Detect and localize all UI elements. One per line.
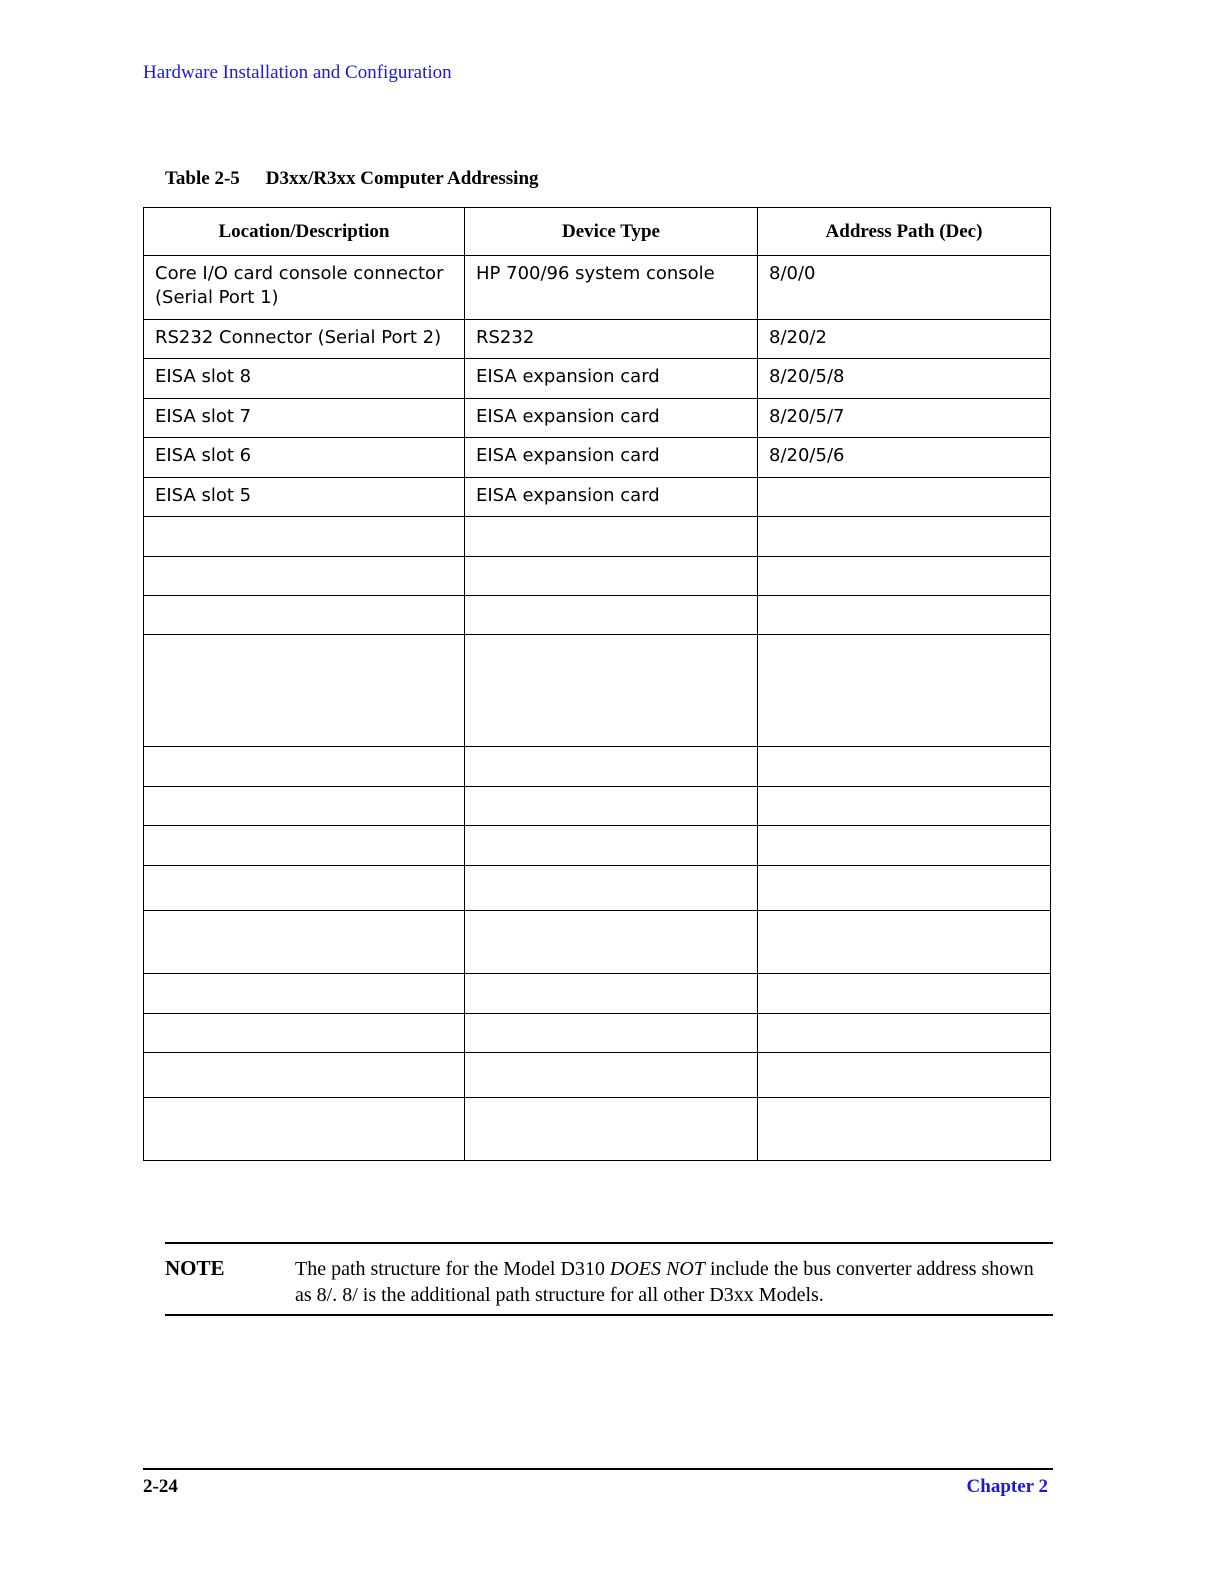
cell-address-path (758, 1098, 1051, 1161)
table-row (144, 866, 1051, 911)
note-label: NOTE (165, 1256, 225, 1280)
note-text-end: include the bus converter address shown as 8/. 8/ is the additional path structure for all other D3xx Models. (295, 1258, 1034, 1306)
cell-device-type (465, 787, 758, 826)
cell-location (144, 747, 465, 787)
table-row (144, 517, 1051, 557)
running-head: Hardware Installation and Configuration (143, 62, 452, 83)
cell-location (144, 866, 465, 911)
cell-address-path (758, 635, 1051, 747)
table-row (144, 256, 1051, 320)
table-row (144, 359, 1051, 399)
cell-address-path (758, 517, 1051, 557)
table-row (144, 635, 1051, 747)
cell-address-path (758, 1014, 1051, 1053)
cell-device-type (465, 596, 758, 635)
cell-address-path (758, 557, 1051, 596)
cell-device-type: HP 700/96 system console (465, 256, 758, 320)
cell-location (144, 1098, 465, 1161)
cell-location (144, 517, 465, 557)
column-header-location: Location/Description (144, 208, 465, 256)
cell-location: RS232 Connector (Serial Port 2) (144, 320, 465, 359)
cell-device-type (465, 974, 758, 1014)
cell-address-path (758, 747, 1051, 787)
cell-address-path: 8/20/5/7 (758, 399, 1051, 438)
table-row (144, 1098, 1051, 1161)
footer-rule (143, 1468, 1053, 1470)
addressing-table (143, 207, 1051, 1161)
cell-address-path: 8/0/0 (758, 256, 1051, 320)
cell-location: Core I/O card console connector (Serial Port 1) (144, 256, 465, 320)
cell-location (144, 974, 465, 1014)
table-row (144, 478, 1051, 517)
cell-device-type (465, 747, 758, 787)
cell-location (144, 787, 465, 826)
table-row (144, 787, 1051, 826)
note-text (295, 1256, 1045, 1308)
cell-location (144, 1053, 465, 1098)
cell-location (144, 557, 465, 596)
table-row (144, 399, 1051, 438)
cell-device-type: EISA expansion card (465, 478, 758, 517)
column-header-device-type: Device Type (465, 208, 758, 256)
cell-location (144, 596, 465, 635)
cell-address-path: 8/20/2 (758, 320, 1051, 359)
table-row (144, 747, 1051, 787)
chapter-label: Chapter 2 (966, 1476, 1048, 1497)
cell-location (144, 911, 465, 974)
cell-device-type (465, 1014, 758, 1053)
cell-device-type (465, 1053, 758, 1098)
cell-location: EISA slot 8 (144, 359, 465, 399)
cell-address-path: 8/20/5/6 (758, 438, 1051, 478)
cell-device-type: EISA expansion card (465, 438, 758, 478)
table-row (144, 320, 1051, 359)
cell-location (144, 1014, 465, 1053)
cell-device-type (465, 866, 758, 911)
cell-location (144, 635, 465, 747)
table-header-row (144, 208, 1051, 256)
cell-device-type (465, 557, 758, 596)
cell-device-type: EISA expansion card (465, 359, 758, 399)
cell-device-type (465, 635, 758, 747)
cell-device-type (465, 911, 758, 974)
cell-device-type (465, 826, 758, 866)
table-row (144, 911, 1051, 974)
cell-location (144, 826, 465, 866)
cell-address-path (758, 478, 1051, 517)
cell-address-path (758, 974, 1051, 1014)
table-row (144, 826, 1051, 866)
column-header-address-path: Address Path (Dec) (758, 208, 1051, 256)
cell-address-path: 8/20/5/8 (758, 359, 1051, 399)
table-row (144, 557, 1051, 596)
table-row (144, 1014, 1051, 1053)
note-text-start: The path structure for the Model D310 (295, 1258, 610, 1280)
cell-device-type (465, 517, 758, 557)
table-row (144, 438, 1051, 478)
table-caption (165, 168, 539, 190)
cell-address-path (758, 787, 1051, 826)
cell-location: EISA slot 6 (144, 438, 465, 478)
cell-location: EISA slot 7 (144, 399, 465, 438)
cell-address-path (758, 911, 1051, 974)
cell-address-path (758, 1053, 1051, 1098)
cell-device-type (465, 1098, 758, 1161)
table-row (144, 1053, 1051, 1098)
table-row (144, 596, 1051, 635)
note-emphasis: DOES NOT (609, 1258, 705, 1280)
cell-address-path (758, 866, 1051, 911)
page-number: 2-24 (143, 1476, 178, 1497)
note-block (165, 1242, 1053, 1316)
table-caption-number: Table 2-5 (165, 168, 240, 189)
cell-location: EISA slot 5 (144, 478, 465, 517)
cell-device-type: RS232 (465, 320, 758, 359)
table-row (144, 974, 1051, 1014)
cell-address-path (758, 596, 1051, 635)
cell-device-type: EISA expansion card (465, 399, 758, 438)
cell-address-path (758, 826, 1051, 866)
table-caption-title: D3xx/R3xx Computer Addressing (265, 168, 539, 189)
